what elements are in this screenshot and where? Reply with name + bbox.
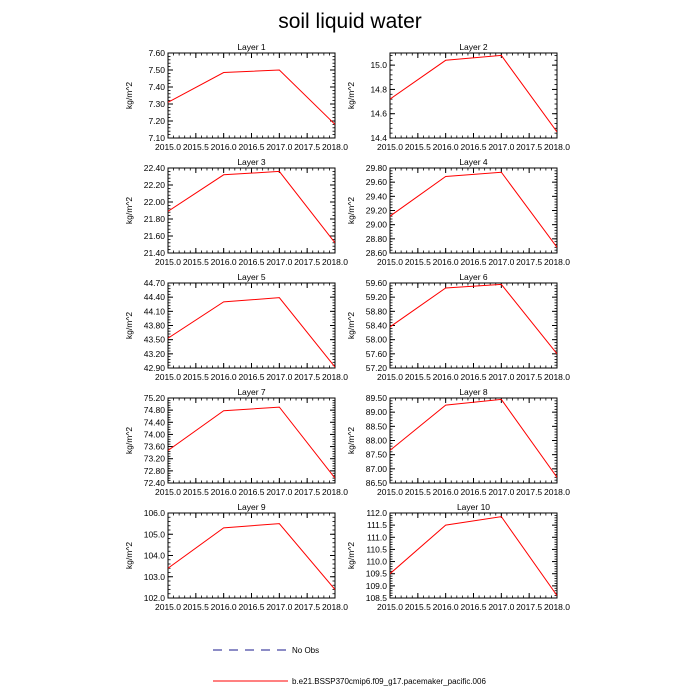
x-tick-label: 2017.5 bbox=[516, 372, 543, 382]
x-tick-label: 2017.0 bbox=[266, 372, 293, 382]
x-tick-label: 2015.5 bbox=[404, 142, 431, 152]
y-axis-label: kg/m^2 bbox=[346, 81, 356, 110]
x-tick-label: 2017.5 bbox=[294, 142, 321, 152]
y-tick-label: 110.5 bbox=[366, 544, 387, 555]
y-tick-label: 43.50 bbox=[143, 334, 165, 345]
series-line bbox=[168, 70, 335, 124]
y-tick-label: 21.40 bbox=[143, 248, 165, 258]
y-tick-label: 58.00 bbox=[365, 334, 387, 345]
y-tick-label: 29.60 bbox=[365, 177, 387, 188]
y-tick-label: 44.70 bbox=[143, 278, 165, 288]
x-tick-label: 2016.0 bbox=[432, 142, 459, 152]
y-tick-label: 72.40 bbox=[143, 478, 165, 488]
x-tick-label: 2017.5 bbox=[516, 602, 543, 612]
series-line bbox=[168, 171, 335, 242]
x-tick-label: 2016.5 bbox=[460, 602, 487, 612]
y-tick-label: 7.20 bbox=[148, 116, 165, 126]
panel-title: Layer 6 bbox=[459, 272, 488, 282]
x-tick-label: 2016.5 bbox=[460, 487, 487, 497]
x-tick-label: 2016.5 bbox=[460, 257, 487, 267]
y-tick-label: 14.4 bbox=[370, 133, 387, 143]
panel-title: Layer 1 bbox=[237, 42, 266, 52]
y-tick-label: 59.20 bbox=[365, 292, 387, 303]
x-tick-label: 2015.5 bbox=[182, 602, 209, 612]
x-tick-label: 2018.0 bbox=[544, 257, 570, 267]
x-tick-label: 2018.0 bbox=[544, 142, 570, 152]
x-tick-label: 2017.0 bbox=[488, 487, 515, 497]
plot-frame bbox=[168, 398, 335, 483]
y-tick-label: 110.0 bbox=[366, 556, 387, 567]
plot-frame bbox=[390, 398, 557, 483]
y-tick-label: 88.00 bbox=[365, 435, 387, 446]
x-tick-label: 2015.5 bbox=[182, 487, 209, 497]
panel-title: Layer 2 bbox=[459, 42, 488, 52]
panel-title: Layer 10 bbox=[456, 502, 491, 512]
y-tick-label: 89.50 bbox=[365, 393, 387, 403]
panel-layer-8 bbox=[346, 387, 570, 497]
y-tick-label: 108.5 bbox=[365, 593, 387, 603]
x-tick-label: 2018.0 bbox=[544, 372, 570, 382]
panel-layer-10 bbox=[346, 502, 570, 612]
y-axis-label: kg/m^2 bbox=[124, 426, 134, 455]
x-tick-label: 2015.0 bbox=[377, 487, 403, 497]
series-line bbox=[168, 407, 335, 478]
x-tick-label: 2017.5 bbox=[516, 257, 543, 267]
y-tick-label: 43.20 bbox=[143, 348, 165, 359]
series-line bbox=[168, 524, 335, 590]
y-tick-label: 7.30 bbox=[148, 99, 165, 109]
y-tick-label: 44.10 bbox=[143, 306, 165, 317]
series-line bbox=[390, 172, 557, 247]
x-tick-label: 2017.0 bbox=[488, 257, 515, 267]
x-tick-label: 2016.5 bbox=[238, 142, 265, 152]
y-tick-label: 29.80 bbox=[365, 163, 387, 173]
y-tick-label: 103.0 bbox=[143, 571, 165, 582]
y-tick-label: 111.0 bbox=[366, 532, 387, 543]
y-tick-label: 104.0 bbox=[143, 550, 165, 561]
x-tick-label: 2015.5 bbox=[182, 142, 209, 152]
y-tick-label: 14.8 bbox=[370, 84, 387, 95]
x-tick-label: 2017.5 bbox=[294, 487, 321, 497]
x-tick-label: 2016.0 bbox=[432, 487, 459, 497]
y-axis-label: kg/m^2 bbox=[124, 196, 134, 225]
plot-frame bbox=[390, 53, 557, 138]
x-tick-label: 2015.0 bbox=[377, 142, 403, 152]
x-tick-label: 2016.0 bbox=[210, 372, 237, 382]
panel-layer-4 bbox=[346, 157, 570, 267]
x-tick-label: 2017.0 bbox=[488, 142, 515, 152]
y-tick-label: 15.0 bbox=[370, 60, 387, 71]
x-tick-label: 2017.5 bbox=[294, 372, 321, 382]
x-tick-label: 2016.5 bbox=[460, 372, 487, 382]
plot-frame bbox=[390, 513, 557, 598]
y-axis-label: kg/m^2 bbox=[124, 311, 134, 340]
x-tick-label: 2016.0 bbox=[432, 602, 459, 612]
series-line bbox=[390, 284, 557, 353]
y-tick-label: 86.50 bbox=[365, 478, 387, 488]
legend-label-model: b.e21.BSSP370cmip6.f09_g17.pacemaker_pacific.006 bbox=[292, 677, 486, 686]
y-tick-label: 14.6 bbox=[370, 108, 387, 119]
x-tick-label: 2017.0 bbox=[266, 602, 293, 612]
x-tick-label: 2018.0 bbox=[322, 257, 348, 267]
panel-title: Layer 3 bbox=[237, 157, 266, 167]
panel-title: Layer 8 bbox=[459, 387, 488, 397]
legend bbox=[213, 646, 486, 686]
x-tick-label: 2015.0 bbox=[155, 372, 181, 382]
x-tick-label: 2017.5 bbox=[294, 257, 321, 267]
figure-title: soil liquid water bbox=[278, 10, 422, 33]
y-tick-label: 21.80 bbox=[143, 214, 165, 224]
y-tick-label: 109.0 bbox=[365, 580, 387, 591]
y-tick-label: 7.50 bbox=[148, 65, 165, 75]
y-tick-label: 89.00 bbox=[365, 407, 387, 418]
y-axis-label: kg/m^2 bbox=[346, 426, 356, 455]
x-tick-label: 2018.0 bbox=[322, 372, 348, 382]
x-tick-label: 2015.5 bbox=[182, 257, 209, 267]
y-axis-label: kg/m^2 bbox=[124, 81, 134, 110]
panel-layer-2 bbox=[346, 42, 570, 152]
x-tick-label: 2018.0 bbox=[544, 487, 570, 497]
x-tick-label: 2015.0 bbox=[377, 372, 403, 382]
y-axis-label: kg/m^2 bbox=[346, 196, 356, 225]
y-tick-label: 7.40 bbox=[148, 82, 165, 92]
y-tick-label: 102.0 bbox=[143, 593, 165, 603]
y-axis-label: kg/m^2 bbox=[346, 541, 356, 570]
series-line bbox=[168, 298, 335, 367]
x-tick-label: 2017.0 bbox=[266, 142, 293, 152]
y-tick-label: 29.40 bbox=[365, 191, 387, 202]
x-tick-label: 2017.5 bbox=[516, 487, 543, 497]
y-tick-label: 74.00 bbox=[143, 429, 165, 440]
plot-frame bbox=[390, 283, 557, 368]
x-tick-label: 2015.5 bbox=[404, 257, 431, 267]
x-tick-label: 2016.0 bbox=[432, 372, 459, 382]
x-tick-label: 2017.0 bbox=[266, 257, 293, 267]
y-tick-label: 109.5 bbox=[365, 568, 387, 579]
x-tick-label: 2016.5 bbox=[238, 257, 265, 267]
y-tick-label: 58.80 bbox=[365, 306, 387, 317]
x-tick-label: 2016.5 bbox=[238, 372, 265, 382]
y-tick-label: 44.40 bbox=[143, 292, 165, 303]
y-tick-label: 22.40 bbox=[143, 163, 165, 173]
y-tick-label: 73.20 bbox=[143, 453, 165, 464]
y-tick-label: 72.80 bbox=[143, 465, 165, 476]
series-line bbox=[390, 399, 557, 477]
plot-frame bbox=[168, 283, 335, 368]
panels-group bbox=[124, 42, 570, 612]
y-tick-label: 57.60 bbox=[365, 348, 387, 359]
y-tick-label: 59.60 bbox=[365, 278, 387, 288]
y-tick-label: 111.5 bbox=[366, 520, 387, 531]
y-tick-label: 43.80 bbox=[143, 320, 165, 331]
y-tick-label: 28.60 bbox=[365, 248, 387, 258]
legend-label-no-obs: No Obs bbox=[292, 646, 320, 655]
y-tick-label: 29.20 bbox=[365, 205, 387, 216]
plot-frame bbox=[390, 168, 557, 253]
x-tick-label: 2015.0 bbox=[377, 257, 403, 267]
x-tick-label: 2018.0 bbox=[544, 602, 570, 612]
panel-layer-6 bbox=[346, 272, 570, 382]
x-tick-label: 2015.5 bbox=[182, 372, 209, 382]
x-tick-label: 2016.0 bbox=[210, 602, 237, 612]
x-tick-label: 2015.0 bbox=[377, 602, 403, 612]
y-tick-label: 22.20 bbox=[143, 180, 165, 190]
x-tick-label: 2016.0 bbox=[210, 257, 237, 267]
panel-title: Layer 9 bbox=[237, 502, 266, 512]
x-tick-label: 2017.0 bbox=[488, 602, 515, 612]
series-line bbox=[390, 517, 557, 596]
panel-layer-1 bbox=[124, 42, 348, 152]
panel-title: Layer 4 bbox=[459, 157, 488, 167]
y-tick-label: 29.00 bbox=[365, 219, 387, 230]
series-line bbox=[390, 55, 557, 132]
panel-title: Layer 5 bbox=[237, 272, 266, 282]
panel-layer-3 bbox=[124, 157, 348, 267]
y-tick-label: 58.40 bbox=[365, 320, 387, 331]
panel-title: Layer 7 bbox=[237, 387, 266, 397]
x-tick-label: 2018.0 bbox=[322, 142, 348, 152]
y-axis-label: kg/m^2 bbox=[346, 311, 356, 340]
y-tick-label: 106.0 bbox=[143, 508, 165, 518]
x-tick-label: 2016.5 bbox=[460, 142, 487, 152]
x-tick-label: 2017.0 bbox=[266, 487, 293, 497]
x-tick-label: 2015.0 bbox=[155, 257, 181, 267]
y-tick-label: 57.20 bbox=[365, 363, 387, 373]
panel-layer-9 bbox=[124, 502, 348, 612]
y-tick-label: 21.60 bbox=[143, 231, 165, 241]
y-tick-label: 88.50 bbox=[365, 421, 387, 432]
y-tick-label: 87.00 bbox=[365, 463, 387, 474]
x-tick-label: 2015.0 bbox=[155, 602, 181, 612]
y-tick-label: 74.80 bbox=[143, 405, 165, 416]
x-tick-label: 2015.5 bbox=[404, 487, 431, 497]
x-tick-label: 2018.0 bbox=[322, 602, 348, 612]
y-tick-label: 75.20 bbox=[143, 393, 165, 403]
x-tick-label: 2016.0 bbox=[432, 257, 459, 267]
y-tick-label: 105.0 bbox=[143, 529, 165, 540]
x-tick-label: 2015.5 bbox=[404, 602, 431, 612]
x-tick-label: 2018.0 bbox=[322, 487, 348, 497]
y-tick-label: 22.00 bbox=[143, 197, 165, 207]
x-tick-label: 2017.5 bbox=[294, 602, 321, 612]
y-tick-label: 7.10 bbox=[148, 133, 165, 143]
x-tick-label: 2016.5 bbox=[238, 487, 265, 497]
plot-frame bbox=[168, 53, 335, 138]
panel-layer-7 bbox=[124, 387, 348, 497]
x-tick-label: 2015.0 bbox=[155, 487, 181, 497]
x-tick-label: 2017.5 bbox=[516, 142, 543, 152]
y-tick-label: 42.90 bbox=[143, 363, 165, 373]
y-tick-label: 7.60 bbox=[148, 48, 165, 58]
x-tick-label: 2015.0 bbox=[155, 142, 181, 152]
x-tick-label: 2016.5 bbox=[238, 602, 265, 612]
x-tick-label: 2016.0 bbox=[210, 487, 237, 497]
y-tick-label: 87.50 bbox=[365, 449, 387, 460]
y-tick-label: 73.60 bbox=[143, 441, 165, 452]
y-tick-label: 112.0 bbox=[366, 508, 387, 518]
y-tick-label: 28.80 bbox=[365, 233, 387, 244]
y-tick-label: 74.40 bbox=[143, 417, 165, 428]
y-axis-label: kg/m^2 bbox=[124, 541, 134, 570]
x-tick-label: 2015.5 bbox=[404, 372, 431, 382]
x-tick-label: 2016.0 bbox=[210, 142, 237, 152]
x-tick-label: 2017.0 bbox=[488, 372, 515, 382]
panel-layer-5 bbox=[124, 272, 348, 382]
